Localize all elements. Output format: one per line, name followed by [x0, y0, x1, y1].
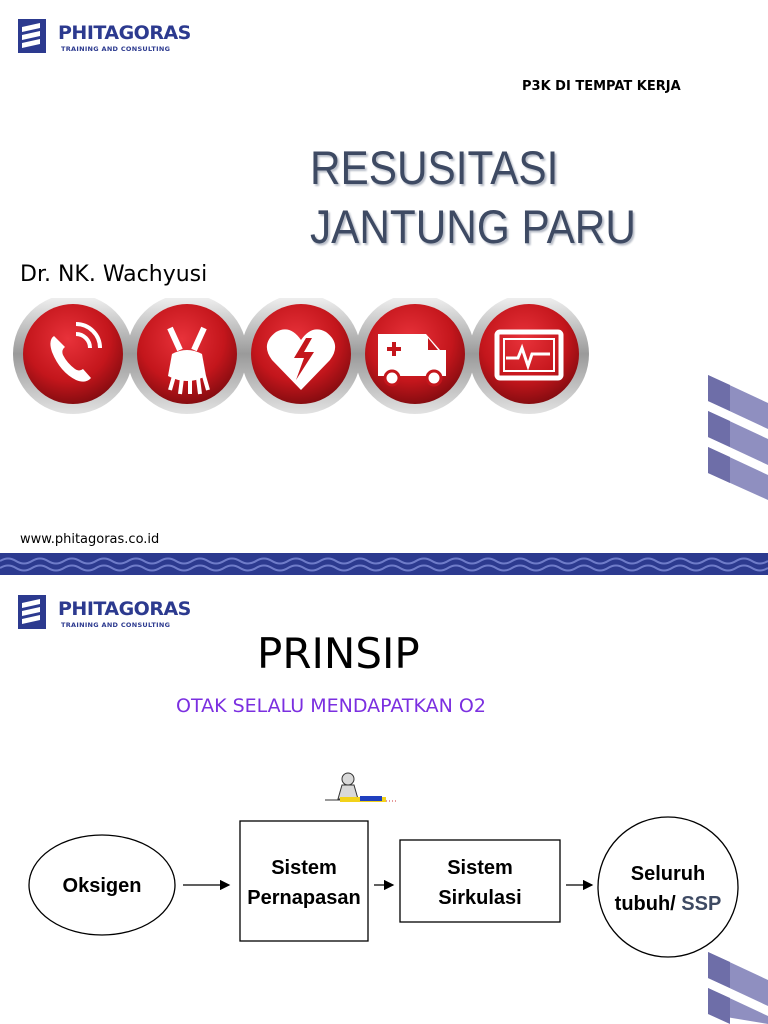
logo-tagline: TRAINING AND CONSULTING: [61, 45, 171, 53]
slide-title: PRINSIP: [257, 629, 420, 678]
emergency-icons-row: [10, 298, 600, 430]
sirkulasi-label: [400, 853, 560, 913]
ambulance-icon: [355, 298, 475, 414]
topic-label: P3K DI TEMPAT KERJA: [522, 79, 681, 94]
tubuh-label: [598, 859, 738, 919]
sirkulasi-line-2: Sirkulasi: [438, 887, 522, 909]
oxygen-flow-diagram: [0, 575, 768, 1024]
logo-name: PHITAGORAS: [58, 598, 191, 620]
author-name: Dr. NK. Wachyusi: [20, 262, 208, 287]
corner-stripes-decoration: [708, 375, 768, 500]
tubuh-line-1: Seluruh: [630, 863, 706, 885]
pernapasan-label: [240, 853, 368, 913]
slide-subtitle: OTAK SELALU MENDAPATKAN O2: [176, 695, 486, 717]
footer-wave-band: [0, 553, 768, 575]
phitagoras-logo-icon: [18, 19, 46, 53]
website-link[interactable]: www.phitagoras.co.id: [20, 532, 160, 547]
slide-title: [310, 138, 636, 256]
heart-defibrillator-icon: [241, 298, 361, 414]
pernapasan-line-1: Sistem: [271, 857, 337, 879]
ssp-text: SSP: [681, 893, 722, 915]
title-line-1: RESUSITASI: [310, 141, 559, 194]
logo-name: PHITAGORAS: [58, 22, 191, 44]
pernapasan-line-2: Pernapasan: [247, 887, 361, 909]
sirkulasi-line-1: Sistem: [447, 857, 513, 879]
logo-tagline: TRAINING AND CONSULTING: [61, 621, 171, 629]
slide-2: [0, 575, 768, 1024]
oksigen-label: Oksigen: [62, 875, 142, 897]
heart-monitor-icon: [469, 298, 589, 414]
cpr-person-clipart-icon: [325, 773, 398, 802]
company-logo: [18, 19, 191, 59]
phone-icon: [13, 298, 133, 414]
cpr-hands-icon: [127, 298, 247, 414]
tubuh-line-2: [598, 889, 738, 919]
corner-stripes-decoration: [708, 952, 768, 1024]
title-line-2: JANTUNG PARU: [310, 200, 636, 253]
tubuh-text: tubuh/: [614, 893, 682, 915]
